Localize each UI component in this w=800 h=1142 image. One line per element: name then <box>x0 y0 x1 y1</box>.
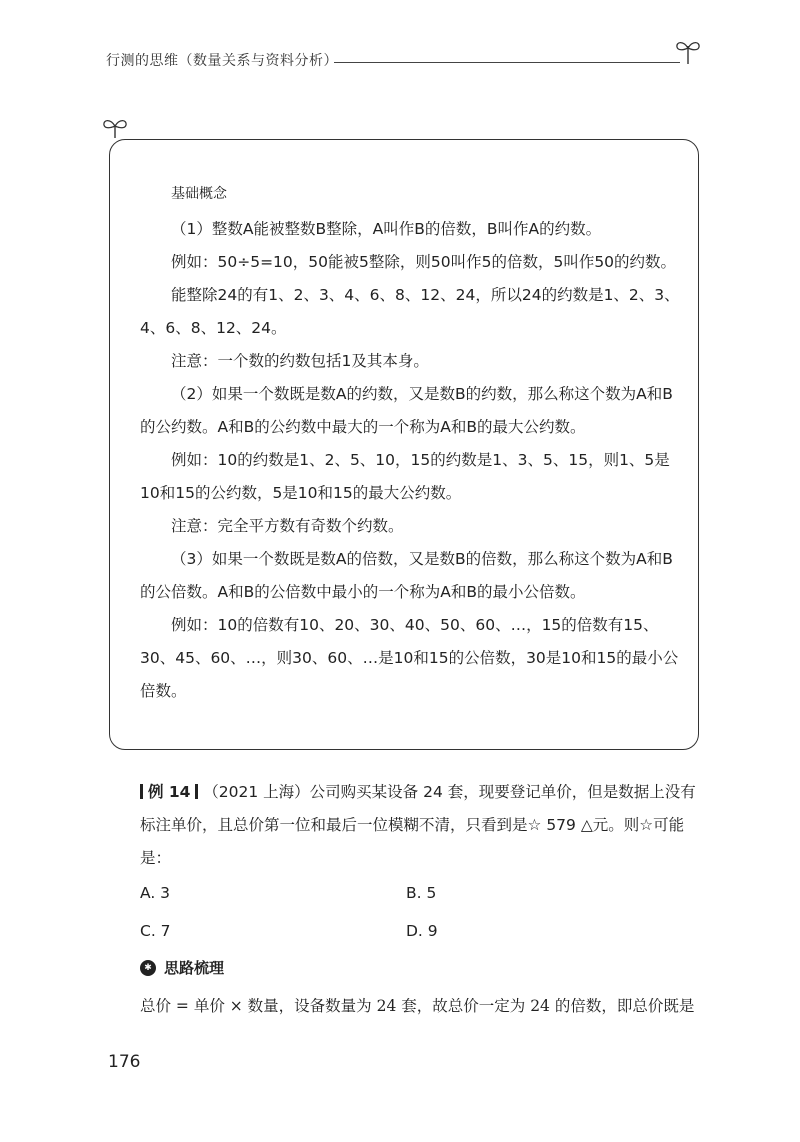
sprout-icon <box>674 36 702 66</box>
running-header <box>106 46 706 76</box>
concept-paragraph: 例如：10的倍数有10、20、30、40、50、60、…，15的倍数有15、30、45、60、…，则30、60、…是10和15的公倍数，30是10和15的最小公倍数。 <box>140 616 679 700</box>
concept-paragraph: 注意：完全平方数有奇数个约数。 <box>171 517 404 535</box>
section-heading <box>140 957 224 978</box>
page-number: 176 <box>108 1052 141 1072</box>
concept-paragraph: （3）如果一个数既是数A的倍数，又是数B的倍数，那么称这个数为A和B的公倍数。A和B的公倍数中最小的一个称为A和B的最小公倍数。 <box>140 550 673 601</box>
sprout-icon <box>100 114 130 140</box>
solution-text: 总价 = 单价 × 数量，设备数量为 24 套，故总价一定为 24 的倍数，即总价既是 <box>140 997 695 1015</box>
example-text: （2021 上海）公司购买某设备 24 套，现要登记单价，但是数据上没有标注单价，且总价第一位和最后一位模糊不清，只看到是☆ 579 △元。则☆可能是： <box>140 783 696 867</box>
option-b[interactable]: B. 5 <box>406 884 437 902</box>
concept-paragraph: （2）如果一个数既是数A的约数，又是数B的约数，那么称这个数为A和B的公约数。A和B的公约数中最大的一个称为A和B的最大公约数。 <box>140 385 673 436</box>
header-title: 行测的思维（数量关系与资料分析） <box>106 53 338 69</box>
concept-paragraph: 例如：10的约数是1、2、5、10，15的约数是1、3、5、15，则1、5是10和15的公约数，5是10和15的最大公约数。 <box>140 451 670 502</box>
example-question <box>140 776 702 875</box>
concept-content <box>140 178 680 708</box>
option-a[interactable]: A. 3 <box>140 884 171 902</box>
example-label: 例 14 <box>147 783 191 801</box>
concept-paragraph: 能整除24的有1、2、3、4、6、8、12、24，所以24的约数是1、2、3、4、6、8、12、24。 <box>140 286 680 337</box>
concept-paragraph: （1）整数A能被整数B整除，A叫作B的倍数，B叫作A的约数。 <box>171 220 602 238</box>
option-d[interactable]: D. 9 <box>406 922 438 940</box>
label-bar <box>140 784 143 799</box>
concept-paragraph: 注意：一个数的约数包括1及其本身。 <box>171 352 429 370</box>
option-c[interactable]: C. 7 <box>140 922 171 940</box>
header-rule <box>334 62 680 63</box>
concept-title: 基础概念 <box>171 186 227 202</box>
section-title: 思路梳理 <box>164 959 225 977</box>
concept-paragraph: 例如：50÷5=10，50能被5整除，则50叫作5的倍数，5叫作50的约数。 <box>171 253 677 271</box>
label-bar <box>195 784 198 799</box>
lightbulb-icon: ✱ <box>140 960 156 976</box>
